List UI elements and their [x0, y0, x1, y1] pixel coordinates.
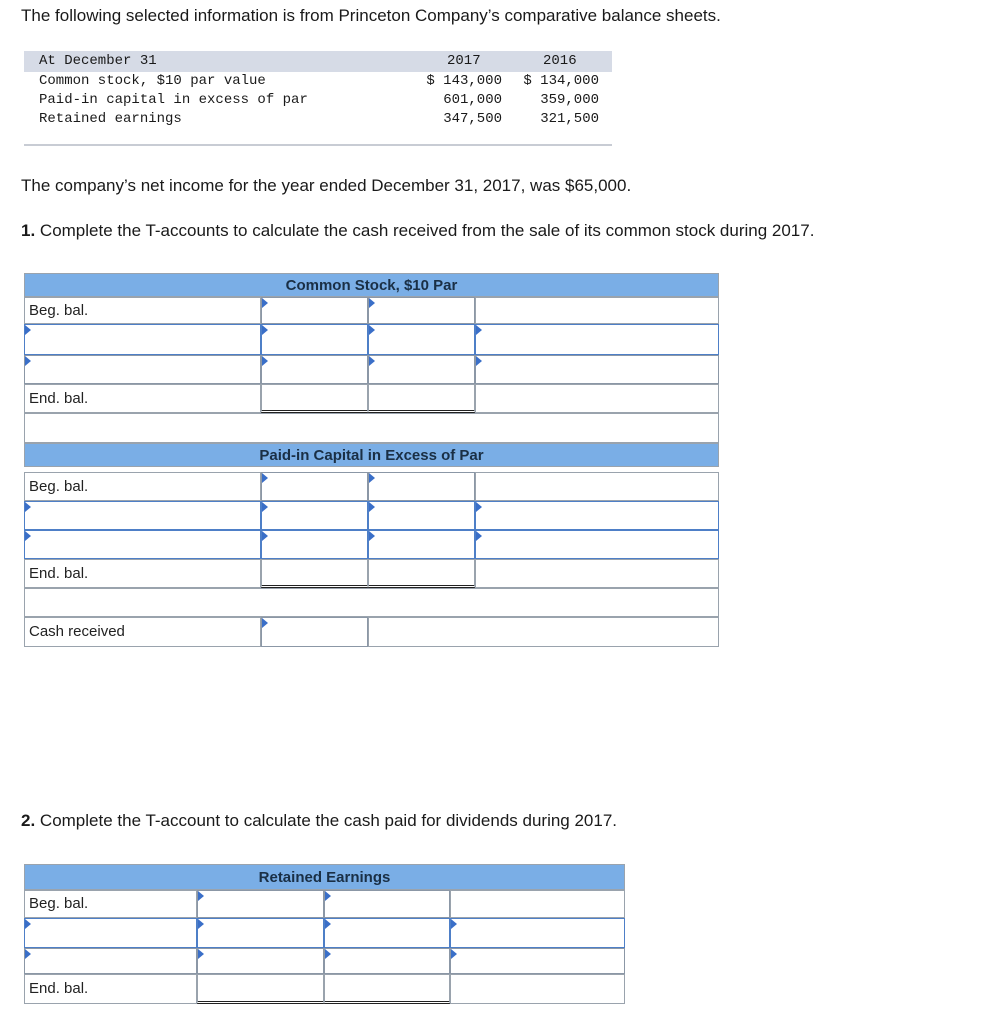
spacer-row	[24, 588, 719, 617]
header-2017: 2017	[447, 53, 481, 69]
t-account-common-stock	[24, 273, 719, 647]
t-account-title: Common Stock, $10 Par	[24, 273, 719, 297]
end-bal-debit	[197, 974, 324, 1004]
end-bal-label: End. bal.	[29, 980, 89, 997]
end-bal-debit	[261, 559, 368, 588]
blank-cell	[368, 617, 719, 647]
debit-input[interactable]	[261, 530, 368, 559]
debit-label-input[interactable]	[24, 530, 261, 559]
row-value-2017: 601,000	[443, 92, 502, 108]
row-value-2016: $ 134,000	[523, 73, 599, 89]
credit-input[interactable]	[368, 297, 475, 324]
credit-label-input[interactable]	[475, 324, 719, 355]
credit-input[interactable]	[368, 472, 475, 501]
debit-input[interactable]	[261, 297, 368, 324]
credit-input[interactable]	[368, 355, 475, 384]
beg-bal-label: Beg. bal.	[29, 302, 89, 319]
end-bal-label: End. bal.	[29, 390, 89, 407]
question-1	[21, 221, 814, 241]
t-account-retained-earnings	[24, 864, 625, 1004]
credit-input[interactable]	[324, 890, 450, 918]
question-number: 1.	[21, 221, 36, 240]
credit-input[interactable]	[324, 918, 450, 948]
blank-cell	[450, 890, 625, 918]
t-account-title: Paid-in Capital in Excess of Par	[24, 443, 719, 467]
debit-input[interactable]	[261, 472, 368, 501]
blank-cell	[475, 297, 719, 324]
debit-label-input[interactable]	[24, 501, 261, 530]
end-bal-credit	[368, 559, 475, 588]
header-label: At December 31	[39, 53, 157, 69]
row-value-2017: 347,500	[443, 111, 502, 127]
end-bal-label: End. bal.	[29, 565, 89, 582]
header-2016: 2016	[543, 53, 577, 69]
credit-label-input[interactable]	[475, 501, 719, 530]
debit-input[interactable]	[261, 355, 368, 384]
cash-received-label: Cash received	[29, 623, 125, 640]
credit-input[interactable]	[368, 501, 475, 530]
intro-text: The following selected information is from Princeton Company’s comparative balance sheets.	[21, 6, 721, 25]
debit-input[interactable]	[197, 918, 324, 948]
row-value-2017: $ 143,000	[426, 73, 502, 89]
spacer-row	[24, 413, 719, 443]
row-value-2016: 359,000	[540, 92, 599, 108]
question-text: Complete the T-account to calculate the cash paid for dividends during 2017.	[35, 811, 618, 830]
credit-input[interactable]	[368, 324, 475, 355]
balance-sheet-table	[24, 51, 612, 146]
question-text: Complete the T-accounts to calculate the cash received from the sale of its common stock during 2017.	[35, 221, 815, 240]
debit-input[interactable]	[197, 890, 324, 918]
question-number: 2.	[21, 811, 36, 830]
cash-received-input[interactable]	[261, 617, 368, 647]
row-value-2016: 321,500	[540, 111, 599, 127]
blank-cell	[475, 472, 719, 501]
blank-cell	[450, 974, 625, 1004]
credit-input[interactable]	[324, 948, 450, 974]
debit-input[interactable]	[197, 948, 324, 974]
end-bal-credit	[324, 974, 450, 1004]
debit-input[interactable]	[261, 324, 368, 355]
row-label: Common stock, $10 par value	[39, 73, 266, 89]
row-label: Retained earnings	[39, 111, 182, 127]
credit-input[interactable]	[368, 530, 475, 559]
beg-bal-label: Beg. bal.	[29, 895, 89, 912]
t-account-title: Retained Earnings	[24, 864, 625, 890]
question-2	[21, 811, 617, 831]
end-bal-debit	[261, 384, 368, 413]
row-label: Paid-in capital in excess of par	[39, 92, 308, 108]
debit-label-input[interactable]	[24, 324, 261, 355]
debit-label-input[interactable]	[24, 948, 197, 974]
credit-label-input[interactable]	[475, 530, 719, 559]
end-bal-credit	[368, 384, 475, 413]
credit-label-input[interactable]	[450, 918, 625, 948]
debit-label-input[interactable]	[24, 918, 197, 948]
credit-label-input[interactable]	[450, 948, 625, 974]
beg-bal-label: Beg. bal.	[29, 478, 89, 495]
credit-label-input[interactable]	[475, 355, 719, 384]
debit-input[interactable]	[261, 501, 368, 530]
blank-cell	[475, 559, 719, 588]
blank-cell	[475, 384, 719, 413]
debit-label-input[interactable]	[24, 355, 261, 384]
net-income-text: The company’s net income for the year ended December 31, 2017, was $65,000.	[21, 176, 632, 195]
